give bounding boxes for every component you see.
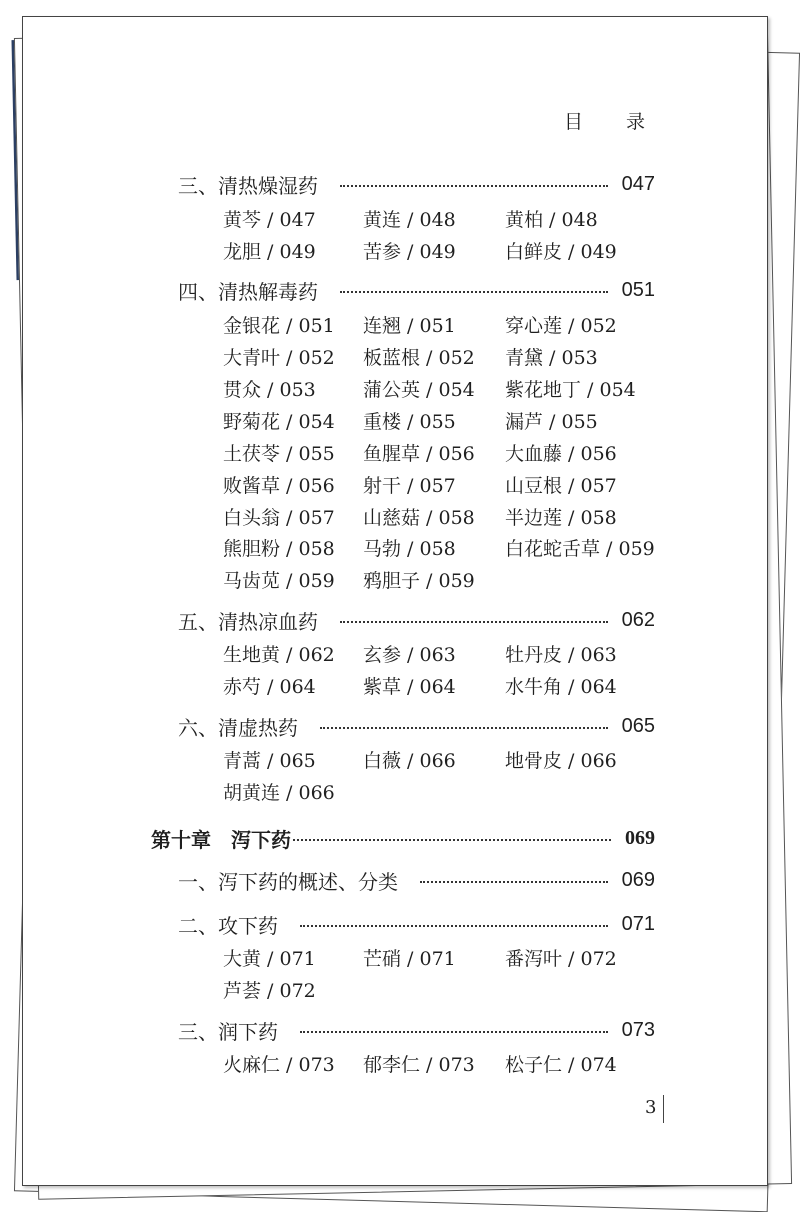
toc-section-page: 047 [621, 172, 655, 195]
toc-entry[interactable]: 板蓝根 / 052 [363, 347, 475, 369]
toc-section-row[interactable] [178, 1015, 655, 1045]
page-header: 目 录 [563, 111, 657, 133]
toc-entry[interactable]: 马勃 / 058 [363, 538, 456, 560]
toc-entry[interactable]: 芦荟 / 072 [223, 980, 316, 1002]
toc-entry[interactable]: 龙胆 / 049 [223, 241, 316, 263]
toc-section-page: 071 [621, 912, 655, 935]
toc-entry[interactable]: 山慈菇 / 058 [363, 507, 475, 529]
page-number: 3 [645, 1097, 657, 1118]
toc-leader-dots [420, 881, 608, 883]
toc-entry[interactable]: 山豆根 / 057 [505, 475, 617, 497]
toc-entry[interactable]: 败酱草 / 056 [223, 475, 335, 497]
toc-section-label: 四、清热解毒药 [178, 279, 318, 304]
toc-entry[interactable]: 贯众 / 053 [223, 379, 316, 401]
toc-leader-dots [340, 291, 608, 293]
toc-entry[interactable]: 芒硝 / 071 [363, 948, 456, 970]
toc-entry[interactable]: 穿心莲 / 052 [505, 315, 617, 337]
toc-entry[interactable]: 紫草 / 064 [363, 676, 456, 698]
toc-section-page: 051 [621, 278, 655, 301]
toc-section-label: 第十章 泻下药 [151, 827, 291, 852]
toc-entry[interactable]: 火麻仁 / 073 [223, 1054, 335, 1076]
toc-entry[interactable]: 白鲜皮 / 049 [505, 241, 617, 263]
toc-leader-dots [340, 621, 608, 623]
toc-entry[interactable]: 紫花地丁 / 054 [505, 379, 636, 401]
toc-section-label: 三、润下药 [178, 1019, 278, 1044]
toc-entry[interactable]: 蒲公英 / 054 [363, 379, 475, 401]
toc-section-row[interactable] [178, 711, 655, 741]
toc-entry[interactable]: 熊胆粉 / 058 [223, 538, 335, 560]
toc-entry[interactable]: 射干 / 057 [363, 475, 456, 497]
toc-section-label: 六、清虚热药 [178, 715, 298, 740]
toc-entry[interactable]: 胡黄连 / 066 [223, 782, 335, 804]
toc-section-label: 三、清热燥湿药 [178, 173, 318, 198]
toc-entry[interactable]: 半边莲 / 058 [505, 507, 617, 529]
toc-entry[interactable]: 黄连 / 048 [363, 209, 456, 231]
toc-section-page: 069 [621, 868, 655, 891]
toc-section-row[interactable] [178, 605, 655, 635]
toc-entry[interactable]: 松子仁 / 074 [505, 1054, 617, 1076]
toc-entry[interactable]: 白花蛇舌草 / 059 [505, 538, 655, 560]
toc-section-row[interactable] [178, 865, 655, 895]
toc-entry[interactable]: 黄柏 / 048 [505, 209, 598, 231]
page-number-rule [663, 1095, 664, 1123]
toc-entry[interactable]: 连翘 / 051 [363, 315, 456, 337]
toc-leader-dots [320, 727, 608, 729]
toc-leader-dots [300, 925, 608, 927]
toc-section-page: 073 [621, 1018, 655, 1041]
toc-entry[interactable]: 青黛 / 053 [505, 347, 598, 369]
toc-entry[interactable]: 漏芦 / 055 [505, 411, 598, 433]
toc-entry[interactable]: 大青叶 / 052 [223, 347, 335, 369]
toc-entry[interactable]: 重楼 / 055 [363, 411, 456, 433]
toc-entry[interactable]: 白头翁 / 057 [223, 507, 335, 529]
toc-entry[interactable]: 鱼腥草 / 056 [363, 443, 475, 465]
toc-entry[interactable]: 土茯苓 / 055 [223, 443, 335, 465]
toc-entry[interactable]: 黄芩 / 047 [223, 209, 316, 231]
toc-entry[interactable]: 白薇 / 066 [363, 750, 456, 772]
toc-entry[interactable]: 鸦胆子 / 059 [363, 570, 475, 592]
toc-section-label: 一、泻下药的概述、分类 [178, 869, 398, 894]
toc-entry[interactable]: 大血藤 / 056 [505, 443, 617, 465]
toc-section-page: 069 [625, 826, 655, 849]
toc-section-row[interactable] [178, 909, 655, 939]
toc-leader-dots [293, 839, 611, 841]
toc-entry[interactable]: 马齿苋 / 059 [223, 570, 335, 592]
toc-entry[interactable]: 大黄 / 071 [223, 948, 316, 970]
toc-section-row[interactable] [178, 275, 655, 305]
toc-section-page: 062 [621, 608, 655, 631]
toc-entry[interactable]: 牡丹皮 / 063 [505, 644, 617, 666]
toc-entry[interactable]: 番泻叶 / 072 [505, 948, 617, 970]
toc-entry[interactable]: 地骨皮 / 066 [505, 750, 617, 772]
toc-entry[interactable]: 生地黄 / 062 [223, 644, 335, 666]
toc-leader-dots [300, 1031, 608, 1033]
toc-entry[interactable]: 赤芍 / 064 [223, 676, 316, 698]
toc-section-label: 五、清热凉血药 [178, 609, 318, 634]
toc-entry[interactable]: 青蒿 / 065 [223, 750, 316, 772]
toc-entry[interactable]: 郁李仁 / 073 [363, 1054, 475, 1076]
toc-leader-dots [340, 185, 608, 187]
toc-entry[interactable]: 水牛角 / 064 [505, 676, 617, 698]
toc-section-page: 065 [621, 714, 655, 737]
toc-entry[interactable]: 野菊花 / 054 [223, 411, 335, 433]
toc-entry[interactable]: 金银花 / 051 [223, 315, 335, 337]
toc-section-label: 二、攻下药 [178, 913, 278, 938]
toc-entry[interactable]: 玄参 / 063 [363, 644, 456, 666]
toc-section-row[interactable] [178, 169, 655, 199]
toc-entry[interactable]: 苦参 / 049 [363, 241, 456, 263]
toc-page [22, 16, 768, 1186]
toc-chapter-row[interactable] [151, 823, 655, 853]
